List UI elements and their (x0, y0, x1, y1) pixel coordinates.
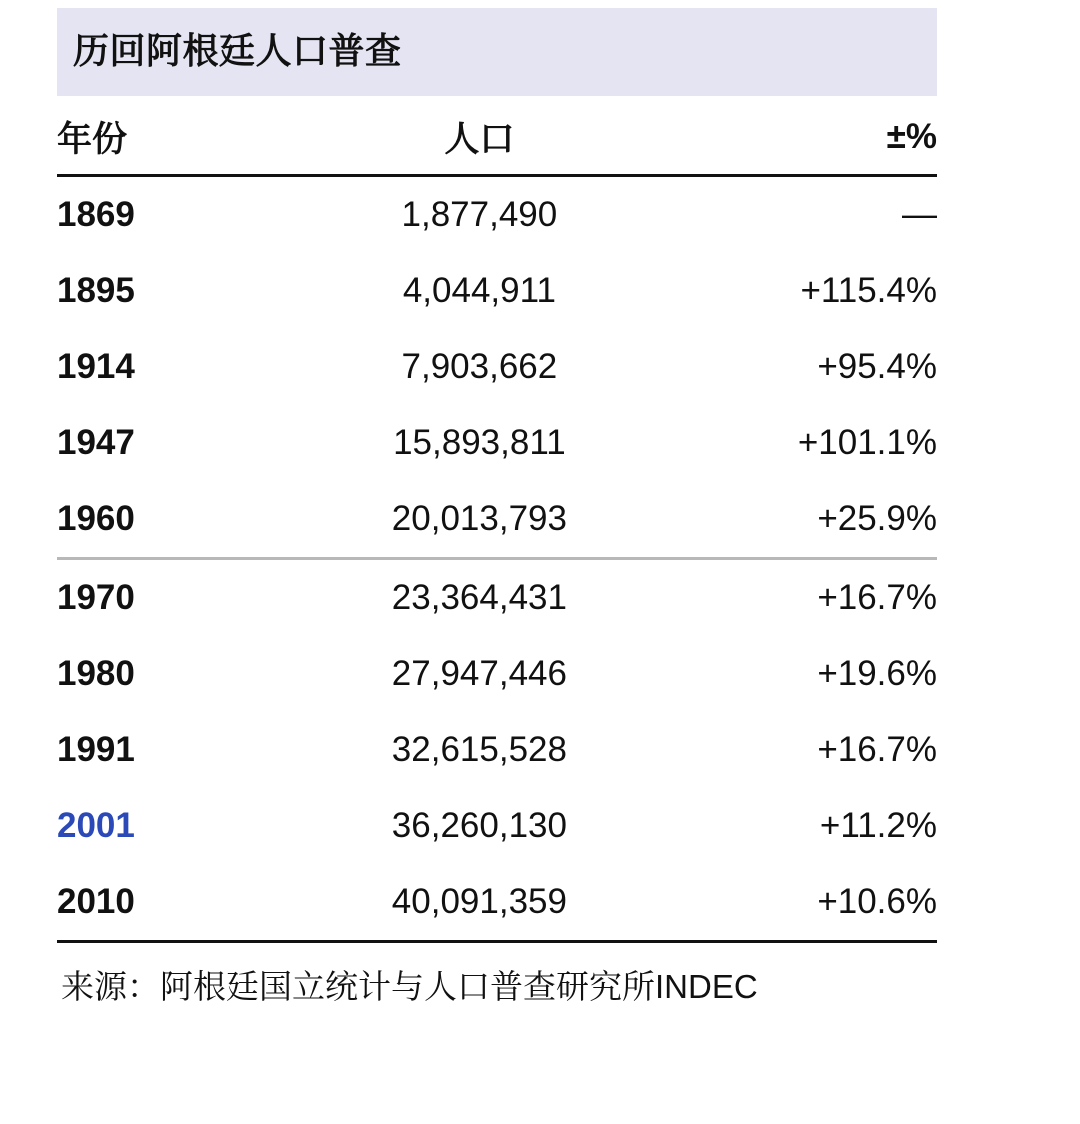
cell-population: 7,903,662 (401, 347, 558, 386)
cell-year: 1914 (57, 347, 135, 386)
table-source-note: 来源：阿根廷国立统计与人口普查研究所INDEC (61, 968, 758, 1005)
census-table-container (57, 8, 937, 1018)
cell-change: — (902, 195, 937, 234)
cell-year: 1895 (57, 271, 135, 310)
cell-change: +16.7% (817, 730, 937, 769)
cell-year: 1960 (57, 499, 135, 538)
header-row (57, 96, 937, 176)
table-row (57, 712, 937, 788)
table-row (57, 636, 937, 712)
cell-population: 32,615,528 (391, 730, 567, 769)
cell-change: +11.2% (819, 806, 937, 845)
table-row (57, 405, 937, 481)
cell-population: 36,260,130 (391, 806, 567, 845)
table-caption: 历回阿根廷人口普查 (57, 8, 937, 96)
cell-population: 23,364,431 (295, 559, 665, 637)
cell-change: +101.1% (797, 423, 937, 462)
table-row (57, 329, 937, 405)
year-link-2001[interactable]: 2001 (57, 806, 135, 845)
table-row (57, 864, 937, 942)
cell-population: 15,893,811 (393, 423, 566, 462)
cell-year (57, 788, 295, 864)
table-row (57, 176, 937, 254)
table-row (57, 788, 937, 864)
table-row (57, 559, 937, 637)
cell-year: 1980 (57, 654, 135, 693)
cell-year: 1970 (57, 559, 295, 637)
cell-change: +115.4% (800, 271, 937, 310)
table-row (57, 481, 937, 559)
cell-change: +25.9% (817, 499, 937, 538)
cell-population: 4,044,911 (402, 271, 556, 310)
column-header-population: 人口 (295, 96, 665, 176)
cell-change: +10.6% (664, 864, 937, 942)
cell-population: 20,013,793 (391, 499, 567, 538)
column-header-year: 年份 (57, 96, 295, 176)
cell-population: 40,091,359 (295, 864, 665, 942)
table-header (57, 96, 937, 176)
column-header-change: ±% (664, 96, 937, 176)
table-row (57, 253, 937, 329)
cell-year: 1991 (57, 730, 135, 769)
cell-population: 1,877,490 (401, 195, 558, 234)
cell-population: 27,947,446 (391, 654, 567, 693)
census-table (57, 96, 937, 943)
cell-year: 1947 (57, 423, 135, 462)
cell-change: +19.6% (817, 654, 937, 693)
cell-year: 2010 (57, 864, 295, 942)
cell-year: 1869 (57, 195, 135, 234)
cell-change: +95.4% (817, 347, 937, 386)
table-body (57, 176, 937, 942)
cell-change: +16.7% (664, 559, 937, 637)
